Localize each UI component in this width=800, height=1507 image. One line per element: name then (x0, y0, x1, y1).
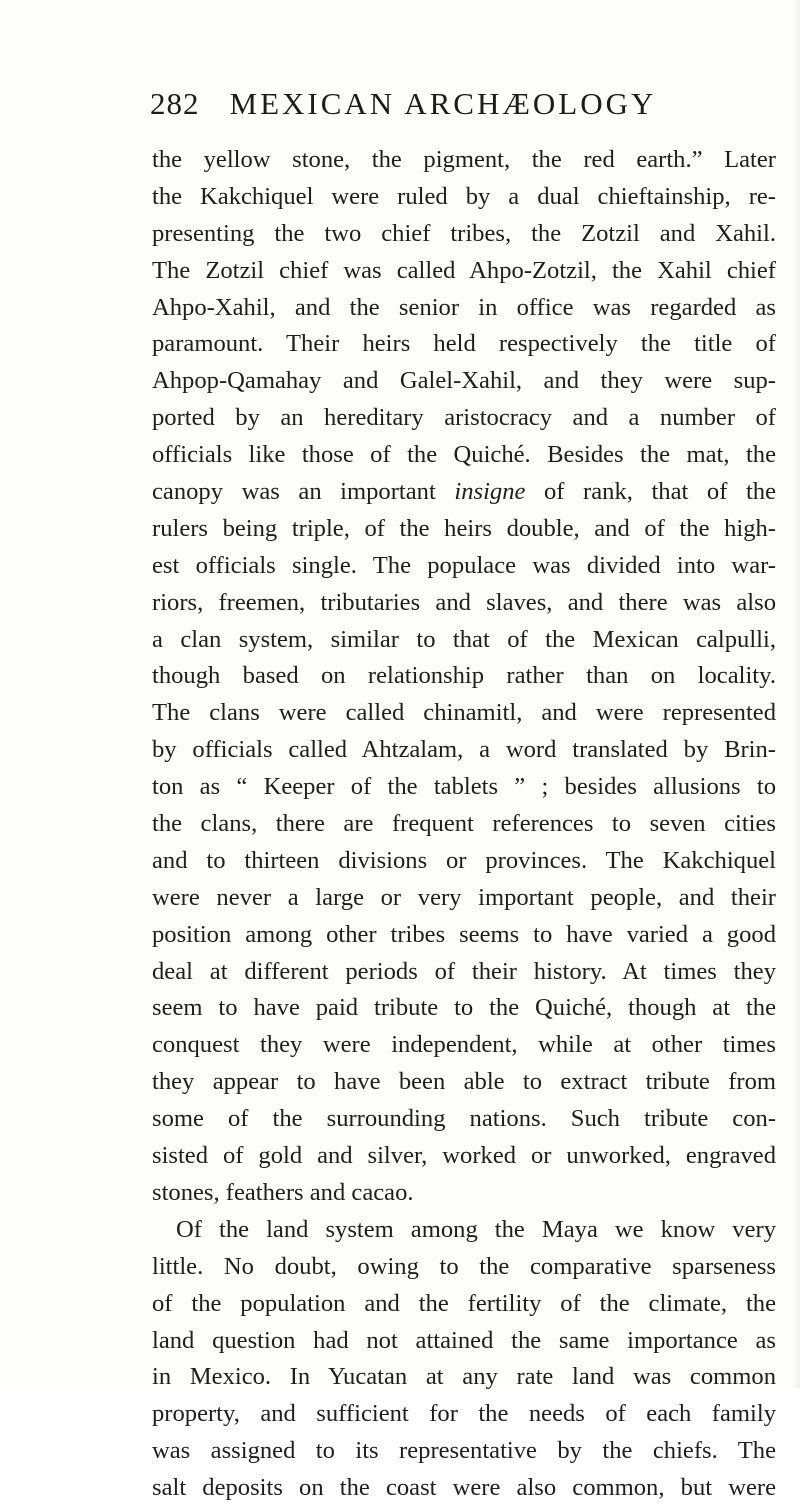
text-line: was assigned to its representative by the chiefs. The (152, 1437, 776, 1465)
text-line: a clan system, similar to that of the Mexican calpulli, (152, 625, 776, 653)
text-line: the clans, there are frequent references to seven cities (152, 810, 776, 838)
text-line: and to thirteen divisions or provinces. The Kakchiquel (152, 846, 776, 874)
text-line: officials like those of the Quiché. Besides the mat, the (152, 441, 776, 469)
text-line: presenting the two chief tribes, the Zotzil and Xahil. (152, 219, 776, 247)
text-line: the Kakchiquel were ruled by a dual chieftainship, re- (152, 182, 776, 210)
text-line: property, and sufficient for the needs of each family (152, 1400, 776, 1428)
text-line: by officials called Ahtzalam, a word translated by Brin- (152, 736, 776, 764)
text-line-paragraph-end: stones, feathers and cacao. (152, 1178, 414, 1206)
page-edge-shadow (792, 0, 800, 1388)
text-segment: canopy was an important (152, 478, 455, 506)
text-line: Ahpo-Xahil, and the senior in office was regarded as (152, 293, 776, 321)
text-line: the yellow stone, the pigment, the red earth.” Later (152, 146, 776, 173)
text-line: though based on relationship rather than on locality. (152, 662, 776, 690)
text-line-mixed (152, 474, 776, 511)
text-line: riors, freemen, tributaries and slaves, and there was also (152, 588, 776, 616)
text-line: deal at different periods of their history. At times they (152, 957, 776, 985)
text-line: land question had not attained the same importance as (152, 1326, 776, 1354)
text-line: in Mexico. In Yucatan at any rate land was common (152, 1363, 776, 1391)
text-line: ported by an hereditary aristocracy and a number of (152, 404, 776, 432)
text-line: little. No doubt, owing to the comparative sparseness (152, 1252, 776, 1280)
text-line: position among other tribes seems to have varied a good (152, 920, 776, 948)
text-segment: of rank, that of the (525, 478, 776, 506)
text-line: conquest they were independent, while at other times (152, 1031, 776, 1059)
text-line: of the population and the fertility of the climate, the (152, 1289, 776, 1317)
text-line: paramount. Their heirs held respectively the title of (152, 330, 776, 358)
running-head (150, 86, 710, 122)
text-line: The clans were called chinamitl, and were represented (152, 699, 776, 727)
text-line: seem to have paid tribute to the Quiché, though at the (152, 994, 776, 1022)
text-line: Ahpop-Qamahay and Galel-Xahil, and they were sup- (152, 367, 776, 395)
italic-term: insigne (454, 478, 526, 506)
running-title: MEXICAN ARCHÆOLOGY (229, 86, 657, 121)
page-number: 282 (150, 86, 200, 121)
text-line: ton as “ Keeper of the tablets ” ; besides allusions to (152, 773, 776, 801)
body-text (152, 142, 776, 1507)
text-line: sisted of gold and silver, worked or unworked, engraved (152, 1142, 776, 1170)
text-line-paragraph-start: Of the land system among the Maya we know very (176, 1215, 776, 1243)
text-line: some of the surrounding nations. Such tribute con- (152, 1105, 776, 1133)
text-line: salt deposits on the coast were also common, but were (152, 1474, 776, 1502)
text-line: The Zotzil chief was called Ahpo-Zotzil, the Xahil chief (152, 256, 776, 284)
text-line: rulers being triple, of the heirs double, and of the high- (152, 514, 776, 542)
text-line: est officials single. The populace was divided into war- (152, 551, 776, 579)
text-line: they appear to have been able to extract tribute from (152, 1068, 776, 1096)
text-line: were never a large or very important people, and their (152, 883, 776, 911)
